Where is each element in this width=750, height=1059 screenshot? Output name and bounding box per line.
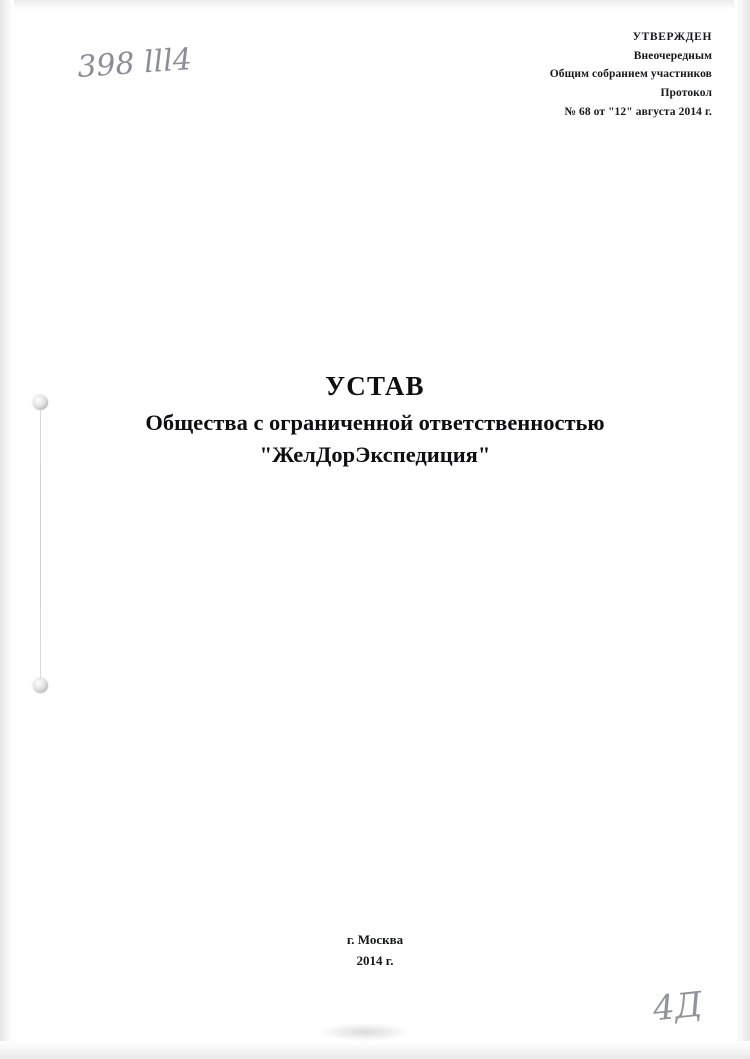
approval-line-3: Общим собранием участников: [549, 68, 712, 81]
approval-line-4: Протокол: [660, 86, 712, 99]
title-block: [0, 370, 750, 472]
approval-line-5: № 68 от "12" августа 2014 г.: [564, 105, 712, 118]
scan-edge-left: [0, 0, 14, 1059]
footer-city: г. Москва: [346, 932, 404, 947]
footer-year: 2014 г.: [356, 952, 394, 968]
approval-block: [412, 28, 712, 121]
handwritten-annotation: 398 lll4: [76, 42, 194, 86]
scan-edge-top: [0, 0, 750, 10]
approval-line-2: Внеочередным: [633, 49, 712, 62]
scan-edge-right: [734, 0, 750, 1059]
document-subtitle: Общества с ограниченной ответственностью: [145, 409, 605, 435]
footer-block: [0, 930, 750, 972]
company-name: "ЖелДорЭкспедиция": [259, 442, 491, 468]
approval-line-1: УТВЕРЖДЕН: [632, 31, 712, 43]
page-title: УСТАВ: [325, 371, 425, 401]
scan-smudge: [320, 1023, 410, 1041]
handwritten-mark-bottom-right: 4Д: [650, 984, 704, 1030]
scan-edge-bottom: [0, 1041, 750, 1059]
binding-hole-bottom: [33, 678, 48, 693]
